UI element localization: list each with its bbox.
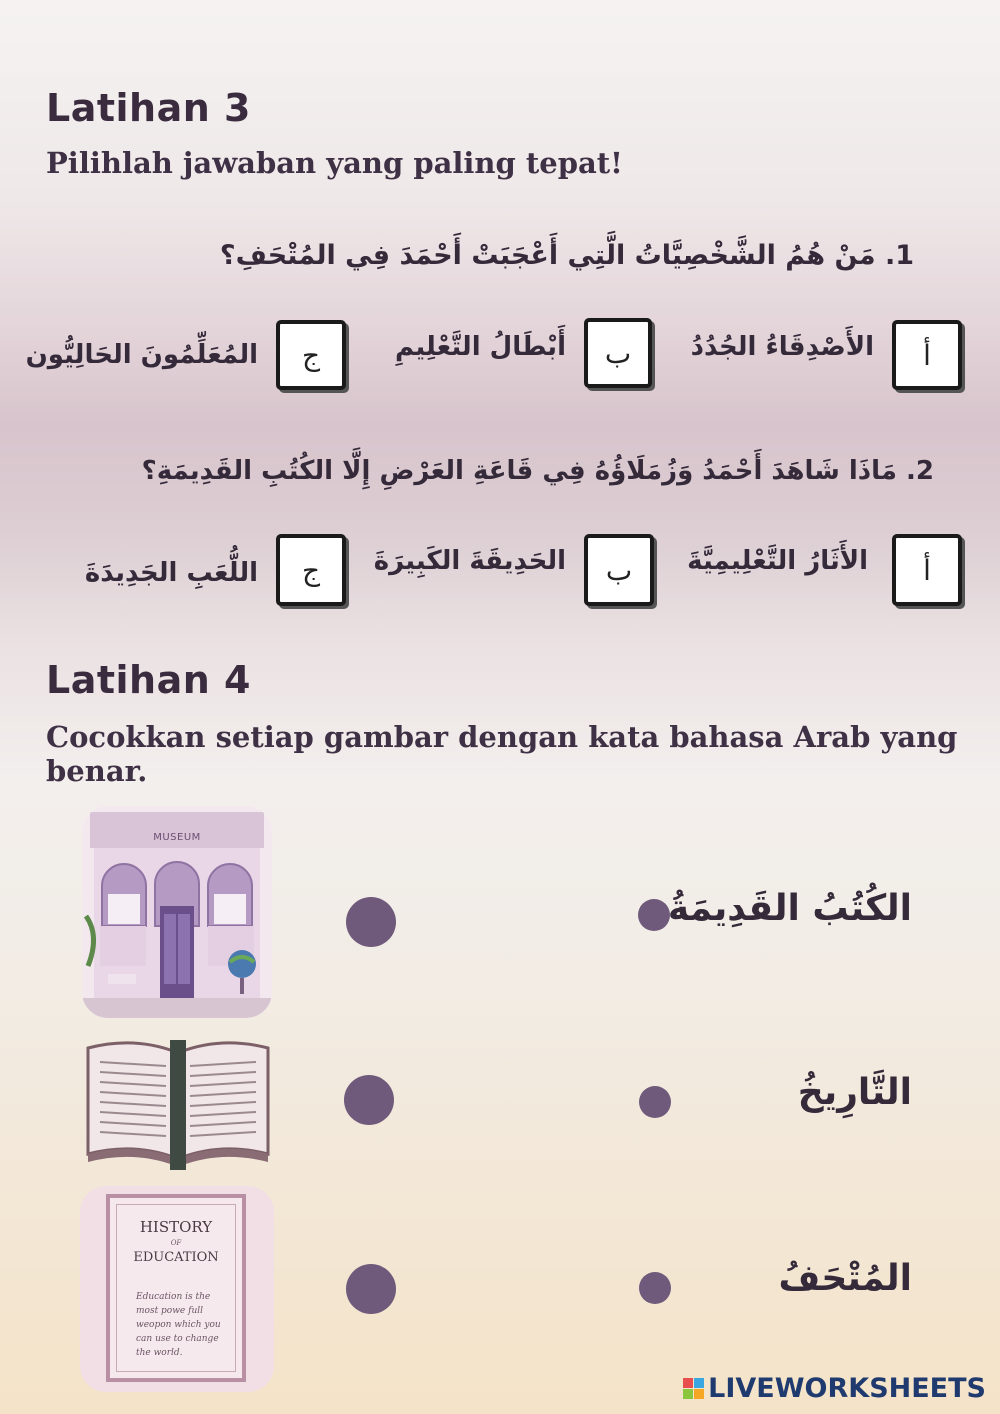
option-1-b-text[interactable]: أَبْطَالُ التَّعْلِيمِ xyxy=(395,332,566,362)
question-2-text: 2. مَاذَا شَاهَدَ أَحْمَدُ وَزُمَلَاؤُهُ فِي قَاعَةِ العَرْضِ إِلَّا الكُتُبِ القَدِيمَةِ؟ xyxy=(141,456,934,486)
book-quote: Education is the most powe full weopon which you can use to change the world. xyxy=(136,1292,221,1358)
book-title-line-3: EDUCATION xyxy=(133,1250,219,1265)
question-2-options xyxy=(0,534,1000,614)
question-1-text: 1. مَنْ هُمُ الشَّخْصِيَّاتُ الَّتِي أَعْجَبَتْ أَحْمَدَ فِي المُتْحَفِ؟ xyxy=(219,240,914,271)
museum-image xyxy=(82,806,272,1018)
book-title-line-1: HISTORY xyxy=(139,1218,213,1236)
option-1-b-box[interactable]: ب xyxy=(584,318,652,388)
history-book-image xyxy=(80,1186,274,1392)
match-word-2: التَّارِيخُ xyxy=(797,1072,912,1113)
match-dot-word-3[interactable] xyxy=(639,1272,671,1304)
latihan-4-instruction: Cocokkan setiap gambar dengan kata bahasa Arab yang benar. xyxy=(46,720,958,788)
liveworksheets-logo-icon xyxy=(683,1378,704,1399)
option-1-a-text[interactable]: الأَصْدِقَاءُ الجُدُدُ xyxy=(690,332,874,362)
match-word-1: الكُتُبُ القَدِيمَةُ xyxy=(667,888,912,929)
liveworksheets-text: LIVEWORKSHEETS xyxy=(708,1373,986,1404)
latihan-3-heading: Latihan 3 xyxy=(46,86,251,130)
match-dot-image-2[interactable] xyxy=(344,1075,394,1125)
option-1-c-box[interactable]: ج xyxy=(276,320,346,390)
match-dot-word-1[interactable] xyxy=(638,899,670,931)
question-1-options xyxy=(0,318,1000,398)
open-book-illustration xyxy=(84,1030,272,1172)
match-word-3: المُتْحَفُ xyxy=(778,1258,912,1299)
match-dot-image-3[interactable] xyxy=(346,1264,396,1314)
option-2-b-box[interactable]: ب xyxy=(584,534,654,606)
latihan-4-heading: Latihan 4 xyxy=(46,658,251,702)
liveworksheets-branding xyxy=(683,1373,986,1404)
match-dot-image-1[interactable] xyxy=(346,897,396,947)
option-2-c-box[interactable]: ج xyxy=(276,534,346,606)
option-2-a-text[interactable]: الأَثَارُ التَّعْلِيمِيَّةَ xyxy=(687,546,868,576)
option-1-a-box[interactable]: أ xyxy=(892,320,962,390)
match-dot-word-2[interactable] xyxy=(639,1086,671,1118)
option-1-c-text[interactable]: المُعَلِّمُونَ الحَالِيُّون xyxy=(25,340,258,370)
latihan-3-instruction: Pilihlah jawaban yang paling tepat! xyxy=(46,146,623,180)
book-image xyxy=(84,1030,272,1172)
option-2-b-text[interactable]: الحَدِيقَةَ الكَبِيرَةَ xyxy=(373,546,566,576)
option-2-c-text[interactable]: اللُّعَبِ الجَدِيدَةَ xyxy=(84,558,258,588)
option-2-a-box[interactable]: أ xyxy=(892,534,962,606)
book-title-line-2: OF xyxy=(170,1239,182,1247)
museum-sign: MUSEUM xyxy=(153,832,201,843)
